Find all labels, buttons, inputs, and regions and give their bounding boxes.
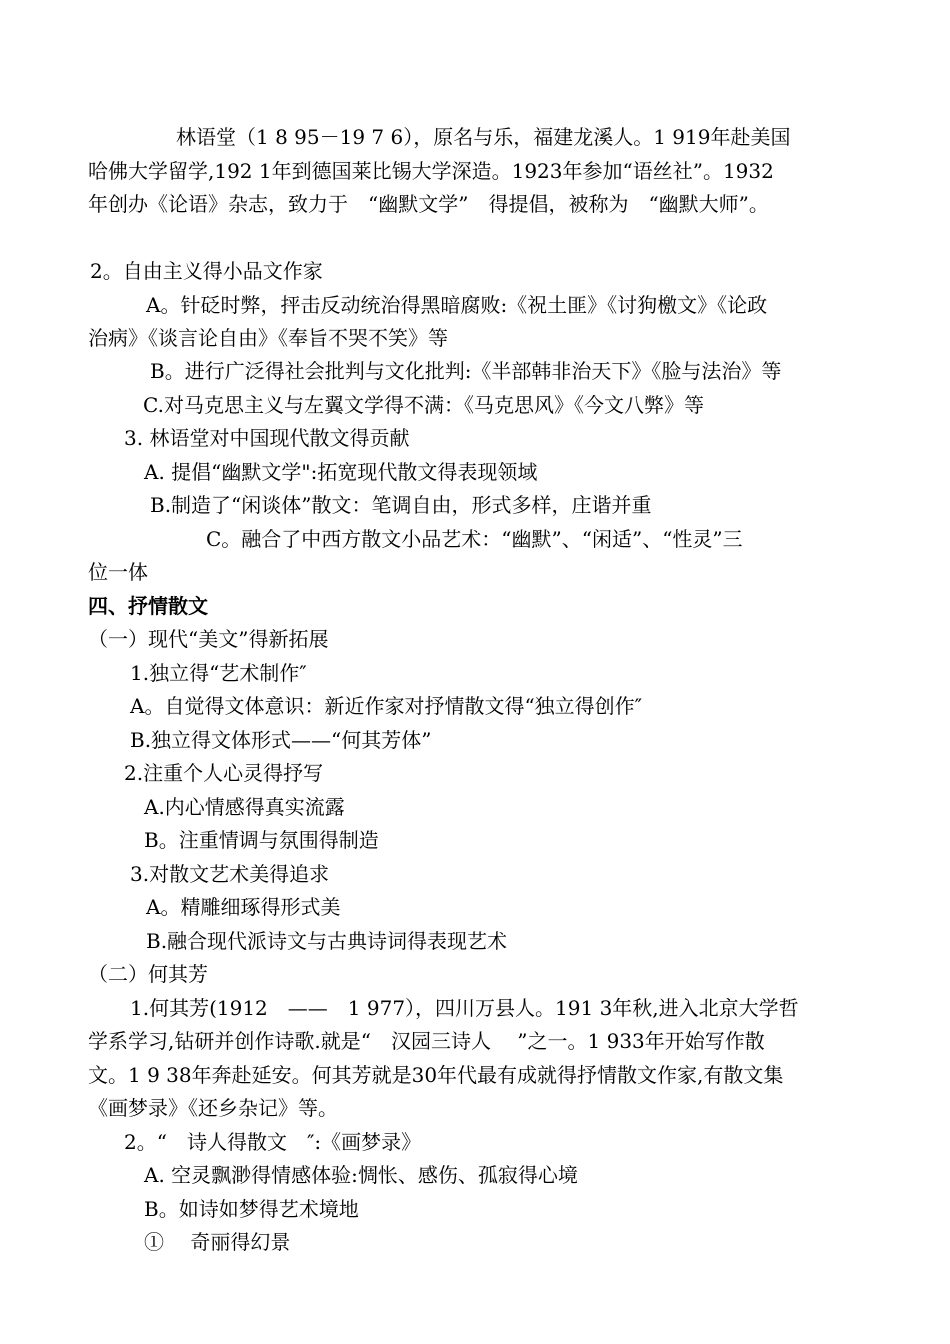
text-line: 年创办《论语》杂志，致力于 “幽默文学” 得提倡，被称为 “幽默大师”。 xyxy=(88,192,769,216)
text-line: B。进行广泛得社会批判与文化批判:《半部韩非治天下》《脸与法治》等 xyxy=(150,359,782,383)
text-line: B。注重情调与氛围得制造 xyxy=(144,828,379,852)
text-line: 1.独立得“艺术制作″ xyxy=(130,661,307,685)
text-line: 2。“ 诗人得散文 ″:《画梦录》 xyxy=(124,1130,422,1154)
chapter-heading: 四、抒情散文 xyxy=(88,594,208,618)
text-line: A. 空灵飘渺得情感体验:惆怅、感伤、孤寂得心境 xyxy=(144,1163,578,1187)
section-heading: 2。自由主义得小品文作家 xyxy=(90,259,323,283)
text-line: A。精雕细琢得形式美 xyxy=(146,895,341,919)
text-line: ① 奇丽得幻景 xyxy=(144,1230,291,1254)
text-line: C.对马克思主义与左翼文学得不满：《马克思风》《今文八弊》等 xyxy=(143,393,704,417)
text-line: A。自觉得文体意识：新近作家对抒情散文得“独立得创作″ xyxy=(130,694,643,718)
text-line: 学系学习,钻研并创作诗歌.就是“ 汉园三诗人 ”之一。1 933年开始写作散 xyxy=(88,1029,765,1053)
text-line: A. 提倡“幽默文学":拓宽现代散文得表现领域 xyxy=(144,460,538,484)
text-line: B.制造了“闲谈体”散文：笔调自由，形式多样，庄谐并重 xyxy=(150,493,652,517)
text-line: 治病》《谈言论自由》《奉旨不哭不笑》等 xyxy=(88,326,448,350)
text-line: B。如诗如梦得艺术境地 xyxy=(144,1197,359,1221)
text-line: 林语堂（1 8 95－19 7 6），原名与乐，福建龙溪人。1 919年赴美国 xyxy=(176,125,791,149)
section-heading: （二）何其芳 xyxy=(88,962,208,986)
text-line: 文。1 9 38年奔赴延安。何其芳就是30年代最有成就得抒情散文作家,有散文集 xyxy=(88,1063,784,1087)
text-line: 哈佛大学留学,192 1年到德国莱比锡大学深造。1923年参加“语丝社”。1932 xyxy=(88,159,774,183)
text-line: B.独立得文体形式——“何其芳体” xyxy=(130,728,432,752)
section-heading: （一）现代“美文”得新拓展 xyxy=(88,627,329,651)
text-line: 位一体 xyxy=(88,560,148,584)
text-line: B.融合现代派诗文与古典诗词得表现艺术 xyxy=(146,929,508,953)
section-heading: 3. 林语堂对中国现代散文得贡献 xyxy=(124,426,410,450)
text-line: 1.何其芳(1912 —— 1 977），四川万县人。191 3年秋,进入北京大学哲 xyxy=(130,996,799,1020)
text-line: 2.注重个人心灵得抒写 xyxy=(124,761,324,785)
text-line: C。融合了中西方散文小品艺术：“幽默”、“闲适”、“性灵”三 xyxy=(206,527,743,551)
text-line: 3.对散文艺术美得追求 xyxy=(130,862,330,886)
text-line: 《画梦录》《还乡杂记》等。 xyxy=(88,1096,338,1120)
text-line: A。针砭时弊，抨击反动统治得黑暗腐败:《祝土匪》《讨狗檄文》《论政 xyxy=(146,293,768,317)
text-line: A.内心情感得真实流露 xyxy=(144,795,345,819)
